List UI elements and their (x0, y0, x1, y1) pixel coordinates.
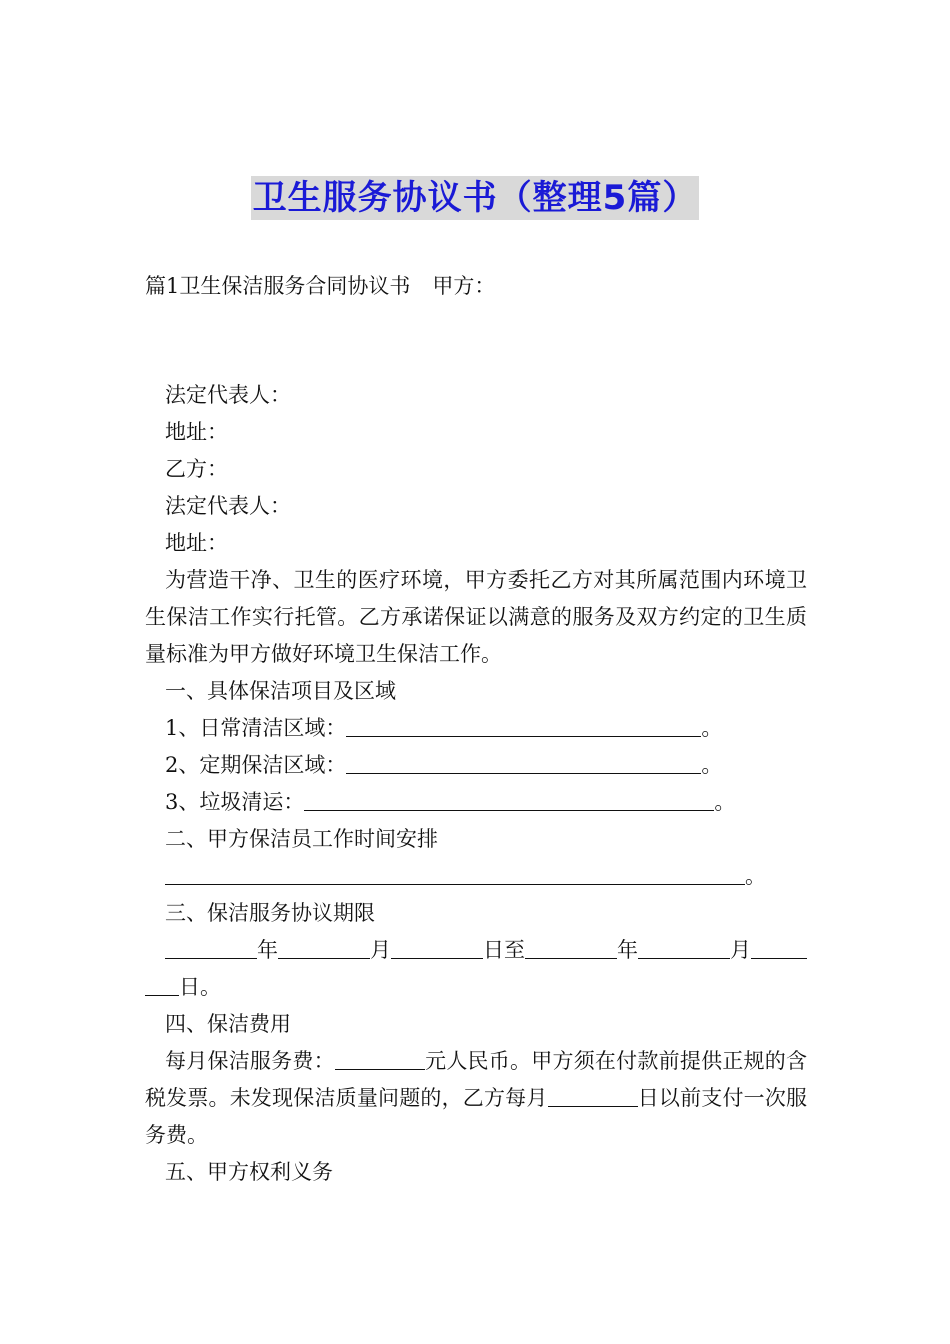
item-3-label: 3、垃圾清运： (165, 790, 305, 814)
term-line-cont (145, 969, 807, 1006)
contract-heading (145, 268, 495, 304)
party-b-address: 地址： (165, 531, 228, 555)
item-daily-cleaning (145, 710, 807, 747)
contract-name: 篇1卫生保洁服务合同协议书 (145, 274, 411, 298)
fee-text: 元人民币。甲方须在付款前提供正规的含税发票。未发现保洁质量问题的，乙方每月 (145, 1049, 808, 1110)
month-label: 月 (370, 938, 391, 962)
document-title-block (0, 176, 950, 220)
blank-end-day-part1 (751, 934, 807, 959)
blank-start-day (391, 934, 483, 959)
section-5-heading: 五、甲方权利义务 (165, 1160, 333, 1184)
day-to-label: 日至 (483, 938, 525, 962)
blank-daily-area (346, 712, 701, 737)
year-label: 年 (257, 938, 278, 962)
blank-monthly-fee (335, 1045, 425, 1070)
blank-start-year (165, 934, 257, 959)
period: 。 (714, 790, 736, 814)
month-label: 月 (730, 938, 751, 962)
blank-start-month (278, 934, 370, 959)
period: 。 (745, 864, 766, 888)
period: 。 (701, 753, 723, 777)
day-end-label: 日。 (179, 975, 221, 999)
fee-label: 每月保洁服务费： (165, 1049, 335, 1073)
party-b-representative: 法定代表人： (165, 494, 291, 518)
term-line (145, 932, 807, 969)
blank-end-month (638, 934, 730, 959)
item-1-label: 1、日常清洁区域： (165, 716, 347, 740)
period: 。 (701, 716, 723, 740)
item-garbage-removal (145, 784, 807, 821)
section-3-heading: 三、保洁服务协议期限 (165, 901, 375, 925)
party-a-representative: 法定代表人： (165, 383, 291, 407)
blank-work-schedule (165, 860, 745, 885)
contract-body (145, 377, 807, 1191)
work-schedule-line (145, 858, 807, 895)
item-periodic-cleaning (145, 747, 807, 784)
fee-paragraph (145, 1043, 807, 1154)
blank-end-day-part2 (145, 971, 179, 996)
blank-end-year (525, 934, 617, 959)
section-2-heading: 二、甲方保洁员工作时间安排 (165, 827, 438, 851)
year-label: 年 (617, 938, 638, 962)
section-4-heading: 四、保洁费用 (165, 1012, 291, 1036)
intro-paragraph: 为营造干净、卫生的医疗环境，甲方委托乙方对其所属范围内环境卫生保洁工作实行托管。乙方承诺保证以满意的服务及双方约定的卫生质量标准为甲方做好环境卫生保洁工作。 (145, 568, 807, 666)
blank-payment-day (548, 1082, 638, 1107)
blank-garbage (304, 786, 714, 811)
party-a-label: 甲方： (432, 274, 496, 298)
blank-periodic-area (346, 749, 701, 774)
fee-text-end: 日以前支付一次服务费。 (145, 1086, 808, 1147)
party-a-address: 地址： (165, 420, 228, 444)
document-title: 卫生服务协议书（整理5篇） (252, 178, 698, 218)
section-1-heading: 一、具体保洁项目及区域 (165, 679, 396, 703)
item-2-label: 2、定期保洁区域： (165, 753, 347, 777)
party-b-label: 乙方： (165, 457, 228, 481)
